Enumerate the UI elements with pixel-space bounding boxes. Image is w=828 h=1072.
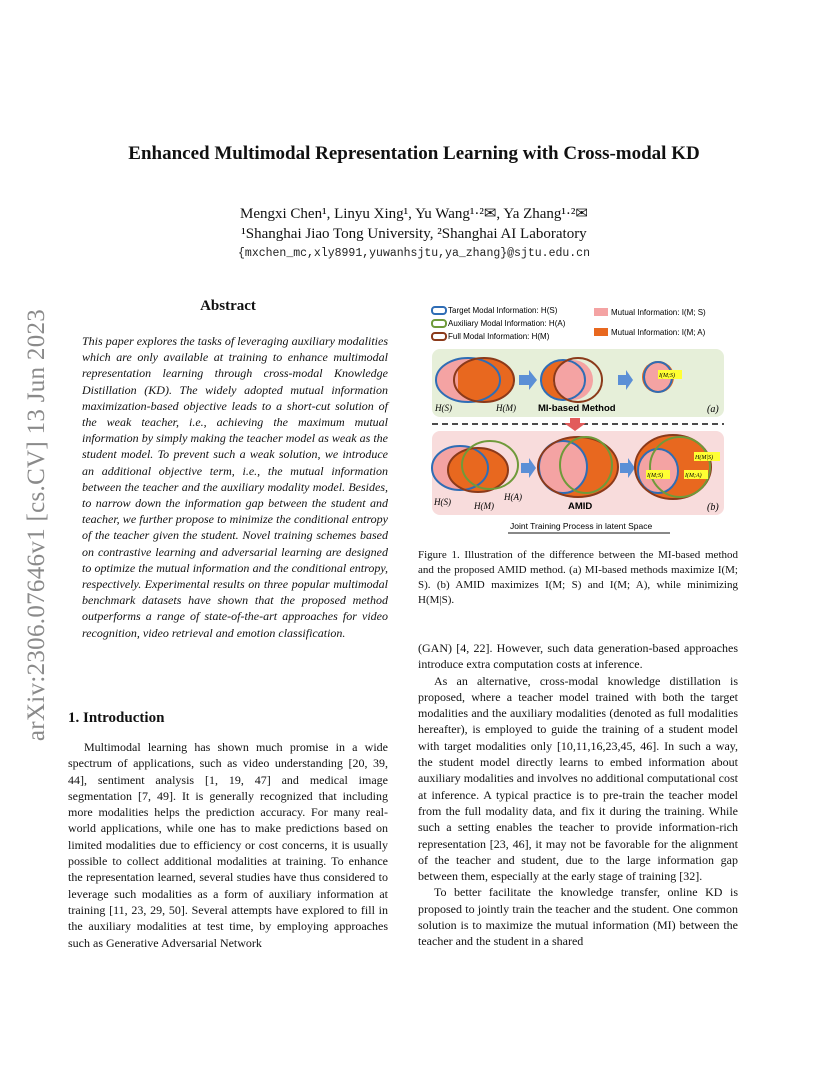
panel-b-label: (b) — [707, 502, 719, 513]
arxiv-id: arXiv:2306.07646v1 [cs.CV] 13 Jun 2023 — [23, 308, 50, 742]
label-hm-b: H(M) — [474, 501, 494, 511]
down-arrow-icon — [564, 418, 586, 431]
joint-training-label: Joint Training Process in latent Space — [510, 521, 653, 531]
intro-paragraph: Multimodal learning has shown much promise in a wide spectrum of applications, such as video understanding [20, 39, 44], sentiment analysis [1, 19, 47] and medical image segmentation [7, 49]. It is generally recognized that including more modalities helps the prediction accuracy. For many real-world applications, while one has to make predictions based on limited modalities due to efficiency or cost concerns, it is usually possible to collect additional modalities at training. To enhance the representation learned, several studies have thus considered to leverage such modalities as a form of auxiliary information at training [11, 23, 29, 50]. Several attempts have explored to fill in the auxiliary modalities at test time, by employing approaches such as Generative Adversarial Network — [68, 740, 388, 950]
right-paragraph-3: To better facilitate the knowledge transfer, online KD is proposed to jointly train the teacher and the student. One common solution is to maximize the mutual information (MI) between the teacher and the student in a shared — [418, 885, 738, 949]
figure-caption: Figure 1. Illustration of the difference between the MI-based method and the proposed AMID method. (a) MI-based methods maximize I(M; S). (b) AMID maximizes I(M; S) and I(M; A), while minimizing H(M|S). — [418, 549, 738, 606]
label-ims-a: I(M;S) — [659, 373, 675, 379]
figure-1 — [418, 303, 728, 535]
intro-heading: 1. Introduction — [68, 710, 165, 726]
label-hs-b: H(S) — [434, 497, 451, 507]
legend-mia-swatch — [594, 328, 608, 336]
legend-mis-swatch — [594, 308, 608, 316]
panel-a-label: (a) — [707, 404, 719, 415]
arxiv-sidebar-stamp — [22, 290, 52, 760]
legend-full-swatch — [432, 333, 446, 340]
legend-mia: Mutual Information: I(M; A) — [611, 328, 706, 337]
label-ha: H(A) — [504, 492, 522, 502]
legend-aux-swatch — [432, 320, 446, 327]
label-hs-a: H(S) — [435, 403, 452, 413]
email-line: {mxchen_mc,xly8991,yuwanhsjtu,ya_zhang}@sjtu.edu.cn — [238, 247, 590, 260]
label-hms: H(M|S) — [695, 455, 713, 461]
right-column-body — [418, 640, 738, 950]
author-block — [0, 204, 828, 244]
label-ims-b: I(M;S) — [647, 473, 663, 479]
amid-label: AMID — [568, 501, 593, 512]
legend-target: Target Modal Information: H(S) — [448, 306, 558, 315]
affiliation-line: ¹Shanghai Jiao Tong University, ²Shanghai AI Laboratory — [241, 226, 587, 242]
label-ima: I(M;A) — [685, 473, 702, 479]
legend-mis: Mutual Information: I(M; S) — [611, 308, 706, 317]
paper-title: Enhanced Multimodal Representation Learning with Cross-modal KD — [128, 143, 700, 164]
intro-body — [68, 739, 388, 951]
label-hm-a: H(M) — [496, 403, 516, 413]
authors-line: Mengxi Chen¹, Linyu Xing¹, Yu Wang¹·²✉, Ya Zhang¹·²✉ — [240, 206, 588, 222]
abstract-heading: Abstract — [200, 298, 256, 314]
abstract-text: This paper explores the tasks of leveraging auxiliary modalities which are only available at training to enhance multimodal representation learning through cross-modal Knowledge Distillation (KD). The widely adopted mutual information maximization-based objective leads to a short-cut solution of the weak teacher, i.e., achieving the maximum mutual information by simply making the teacher model as weak as the student model. To prevent such a weak solution, we introduce an additional objective term, i.e., the mutual information between the teacher and the auxiliary modality model. Besides, to narrow down the information gap between the student and teacher, we further propose to minimize the conditional entropy of the teacher given the student. Novel training schemes based on contrastive learning and adversarial learning are designed to optimize the mutual information and the conditional entropy, respectively. Experimental results on three popular multimodal benchmark datasets have shown that the proposed method outperforms a range of state-of-the-art approaches for video recognition, video retrieval and emotion classification. — [82, 334, 388, 640]
legend-target-swatch — [432, 307, 446, 314]
legend-full: Full Modal Information: H(M) — [448, 332, 550, 341]
right-paragraph-1: (GAN) [4, 22]. However, such data generation-based approaches introduce extra computation costs at inference. — [418, 641, 738, 672]
legend-aux: Auxiliary Modal Information: H(A) — [448, 319, 566, 328]
right-paragraph-2: As an alternative, cross-modal knowledge distillation is proposed, where a teacher model trained with both the target modalities and the auxiliary modalities (denoted as full modalities hereafter), is employed to guide the training of a student model with target modalities only [10,11,16,23,45, 46]. In such a way, the student model directly learns to embed information about auxiliary modalities and involves no additional computational cost at inference. A typical practice is to pre-train the teacher model from the full modality data, and fix it during the training. While such a setting enables the teacher to provide information-rich representation [23, 46], it may not be favorable for the alignment of the teacher and student, due to the large information gap between them, especially at the early stage of training [32]. — [418, 673, 738, 884]
mi-method-label: MI-based Method — [538, 403, 616, 414]
